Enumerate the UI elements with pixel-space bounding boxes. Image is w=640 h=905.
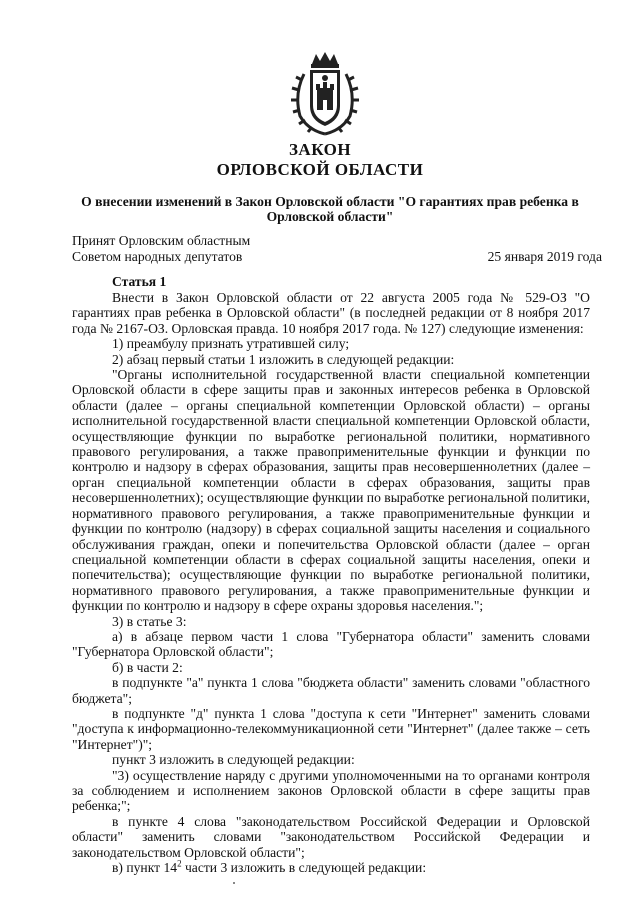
paragraph: б) в части 2:	[112, 659, 183, 675]
article-body	[72, 274, 590, 875]
paragraph: "3) осуществление наряду с другими уполномоченными на то органами контроля за соблюдением и исполнением законов Орловской области в сфере защиты прав ребенка;";	[72, 767, 590, 814]
paragraph: в подпункте "а" пункта 1 слова "бюджета области" заменить словами "областного бюджета";	[72, 675, 590, 706]
paragraph: а) в абзаце первом части 1 слова "Губернатора области" заменить словами "Губернатора Орловской области";	[72, 628, 590, 660]
adopted-line: Советом народных депутатов	[72, 249, 243, 264]
paragraph: в пункте 4 слова "законодательством Российской Федерации и Орловской области" заменить словами "законодательством Российской Федерации и законодательством Орловской области";	[72, 813, 590, 860]
paragraph-last-start: в) пункт 14	[112, 860, 178, 876]
coat-of-arms-emblem	[290, 50, 360, 136]
paragraph: "Органы исполнительной государственной власти специальной компетенции Орловской области в сфере защиты прав и законных интересов ребенка в Орловской области (далее – органы специальной компетенции Орловской области) – органы исполнительной государственной власти специальной компетенции Орловской области, осуществляющие функции по выработке региональной политики, нормативного правового регулирования, а также правоприменительные функции и функции по контролю и надзору в сферах образования, защиты прав несовершеннолетних (далее – орган специальной компетенции области в сферах образования, защиты прав несовершеннолетних); осуществляющие функции по выработке региональной политики, нормативного правового регулирования, а также правоприменительные функции и функции по контролю (надзору) в сферах социальной защиты населения и социального обслуживания граждан, опеки и попечительства Орловской области (далее – орган специальной компетенции области в сферах социальной защиты населения, опеки и попечительства); осуществляющие функции по выработке региональной политики, нормативного правового регулирования, а также правоприменительные функции и функции по контролю и надзору в сфере охраны здоровья населения.";	[72, 367, 590, 614]
paragraph: 3) в статье 3:	[112, 613, 187, 629]
law-title: ЗАКОН	[288, 140, 352, 159]
law-subtitle: О внесении изменений в Закон Орловской области "О гарантиях прав ребенка в Орловской области"	[81, 194, 579, 224]
adoption-date: 25 января 2019 года	[487, 249, 602, 264]
paragraph: Внести в Закон Орловской области от 22 августа 2005 года № 529-ОЗ "О гарантиях прав ребенка в Орловской области" (в последней редакции от 8 ноября 2017 года № 2167-ОЗ. Орловская правда. 10 ноября 2017 года. № 127) следующие изменения:	[72, 290, 590, 336]
region-title: ОРЛОВСКОЙ ОБЛАСТИ	[216, 160, 424, 179]
paragraph-last	[72, 860, 590, 875]
paragraph: 1) преамбулу признать утратившей силу;	[112, 336, 350, 352]
paragraph: пункт 3 изложить в следующей редакции:	[112, 752, 355, 768]
adopted-by	[72, 233, 250, 265]
scan-speck	[233, 882, 235, 884]
paragraph: 2) абзац первый статьи 1 изложить в следующей редакции:	[112, 351, 455, 367]
paragraph-last-end: части 3 изложить в следующей редакции:	[181, 860, 427, 876]
adopted-line: Принят Орловским областным	[72, 233, 251, 248]
superscript: 2	[177, 858, 182, 869]
article-title: Статья 1	[112, 274, 167, 289]
paragraph: в подпункте "д" пункта 1 слова "доступа к сети "Интернет" заменить словами "доступа к информационно-телекоммуникационной сети "Интернет" (далее также – сеть "Интернет")";	[72, 705, 590, 752]
